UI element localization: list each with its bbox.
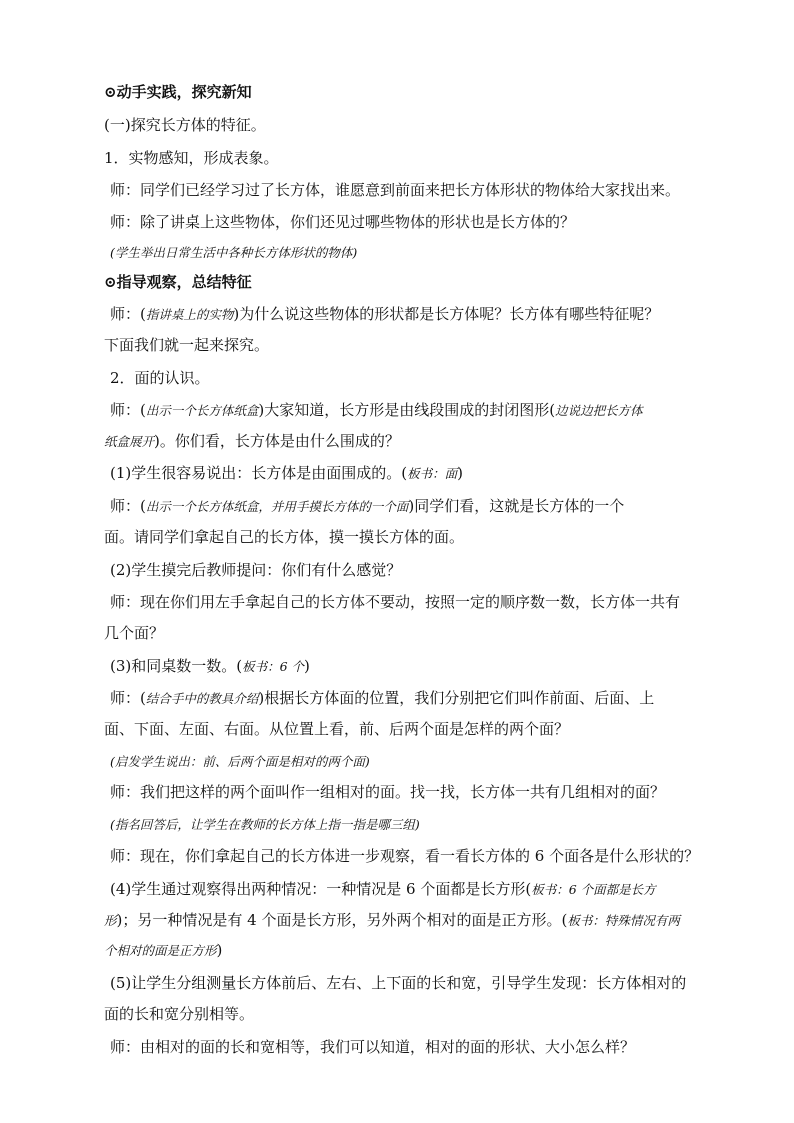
note-point-three-pairs: (指名回答后，让学生在教师的长方体上指一指是哪三组) xyxy=(110,817,420,832)
section-heading-observe-summarize: ⊙指导观察，总结特征 xyxy=(104,273,252,291)
teacher-line-other-objects: 师：除了讲桌上这些物体，你们还见过哪些物体的形状也是长方体的？ xyxy=(110,213,576,231)
teacher-line-face-positions: 师：(结合手中的教具介绍)根据长方体面的位置，我们分别把它们叫作前面、后面、上 xyxy=(110,689,655,707)
subsection-explore-cuboid-features: (一)探究长方体的特征。 xyxy=(104,116,266,134)
item-4-two-cases: (4)学生通过观察得出两种情况：一种情况是 6 个面都是长方形(板书：6 个面都是长方 xyxy=(110,880,656,898)
teacher-line-shape-size: 师：由相对的面的长和宽相等，我们可以知道，相对的面的形状、大小怎么样？ xyxy=(110,1038,636,1056)
teacher-line-what-encloses: 纸盒展开)。你们看，长方体是由什么围成的？ xyxy=(104,432,400,450)
item-3-count-with-partner: (3)和同桌数一数。(板书：6 个) xyxy=(110,657,310,675)
item-5-measure-faces-cont: 面的长和宽分别相等。 xyxy=(104,1005,255,1023)
item-2-feeling-question: (2)学生摸完后教师提问：你们有什么感觉？ xyxy=(110,561,402,579)
teacher-line-touch-own: 面。请同学们拿起自己的长方体，摸一摸长方体的面。 xyxy=(104,528,465,546)
teacher-line-show-box: 师：(出示一个长方体纸盒)大家知道，长方形是由线段围成的封闭图形(边说边把长方体 xyxy=(110,401,643,419)
item-4-two-cases-end: 个相对的面是正方形) xyxy=(104,941,223,959)
step-2-faces: 2．面的认识。 xyxy=(110,369,210,387)
teacher-line-pairs-of-faces: 师：我们把这样的两个面叫作一组相对的面。找一找，长方体一共有几组相对的面？ xyxy=(110,783,666,801)
section-heading-hands-on: ⊙动手实践，探究新知 xyxy=(104,83,252,101)
teacher-line-count-faces: 师：现在你们用左手拿起自己的长方体不要动，按照一定的顺序数一数，长方体一共有 xyxy=(110,593,681,611)
teacher-line-observe-shapes: 师：现在，你们拿起自己的长方体进一步观察，看一看长方体的 6 个面各是什么形状的？ xyxy=(110,847,700,865)
teacher-line-touch-face: 师：(出示一个长方体纸盒，并用手摸长方体的一个面)同学们看，这就是长方体的一个 xyxy=(110,497,625,515)
teacher-line-front-back: 面、下面、左面、右面。从位置上看，前、后两个面是怎样的两个面？ xyxy=(104,720,570,738)
teacher-line-how-many-faces: 几个面？ xyxy=(104,624,165,642)
item-1-enclosed-by-faces: (1)学生很容易说出：长方体是由面围成的。(板书：面) xyxy=(110,464,463,482)
teacher-line-find-objects: 师：同学们已经学习过了长方体，谁愿意到前面来把长方体形状的物体给大家找出来。 xyxy=(110,181,681,199)
item-5-measure-faces: (5)让学生分组测量长方体前后、左右、上下面的长和宽，引导学生发现：长方体相对的 xyxy=(110,974,687,992)
step-1-object-perception: 1．实物感知，形成表象。 xyxy=(104,149,279,167)
note-opposite-faces: (启发学生说出：前、后两个面是相对的两个面) xyxy=(110,754,370,769)
note-students-give-examples: (学生举出日常生活中各种长方体形状的物体) xyxy=(110,245,358,260)
teacher-line-why-cuboid: 师：(指讲桌上的实物)为什么说这些物体的形状都是长方体呢？长方体有哪些特征呢？ xyxy=(110,305,660,323)
item-4-two-cases-cont: 形)；另一种情况是有 4 个面是长方形，另外两个相对的面是正方形。(板书：特殊情况有两 xyxy=(104,911,680,929)
teacher-line-explore-together: 下面我们就一起来探究。 xyxy=(104,336,270,354)
